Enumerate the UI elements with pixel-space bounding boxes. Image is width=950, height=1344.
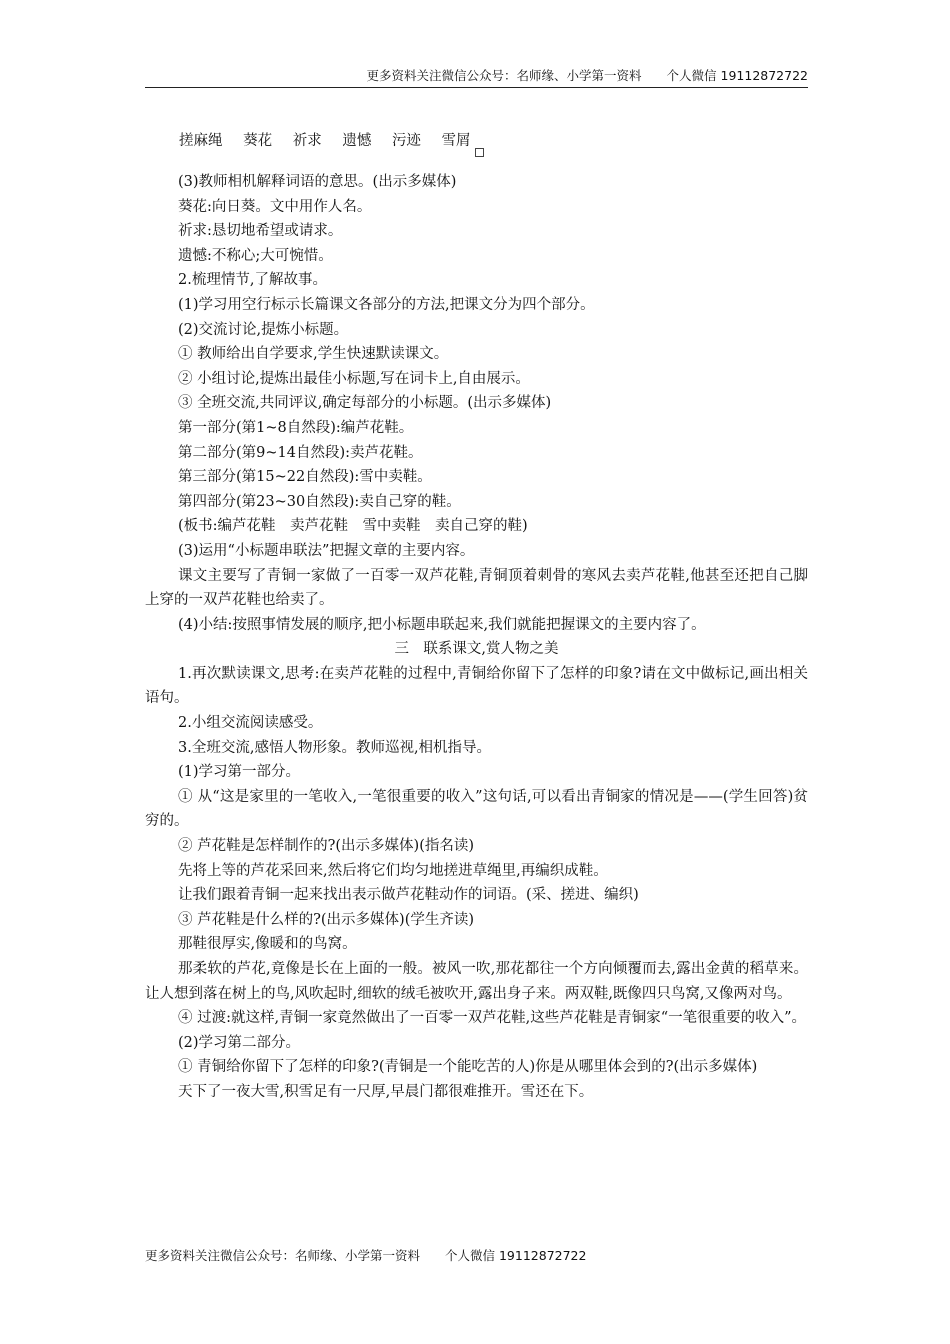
text-line: 那鞋很厚实,像暖和的鸟窝。 bbox=[178, 936, 357, 953]
vocab-word: 污迹 bbox=[391, 133, 421, 149]
placeholder-box-icon bbox=[475, 148, 484, 157]
text-line: 让我们跟着青铜一起来找出表示做芦花鞋动作的词语。(采、搓进、编织) bbox=[178, 887, 639, 904]
vocab-word: 葵花 bbox=[243, 133, 273, 149]
text-line: (板书:编芦花鞋 卖芦花鞋 雪中卖鞋 卖自己穿的鞋) bbox=[178, 518, 528, 535]
header-divider bbox=[145, 87, 808, 88]
text-line: 天下了一夜大雪,积雪足有一尺厚,早晨门都很难推开。雪还在下。 bbox=[178, 1083, 594, 1100]
text-line: (3)教师相机解释词语的意思。(出示多媒体) bbox=[178, 174, 457, 190]
text-line: 第三部分(第15~22自然段):雪中卖鞋。 bbox=[178, 469, 432, 486]
text-line: ① 从“这是家里的一笔收入,一笔很重要的收入”这句话,可以看出青铜家的情况是——(学生回答)贫穷的。 bbox=[145, 788, 808, 830]
text-line: ② 小组讨论,提炼出最佳小标题,写在词卡上,自由展示。 bbox=[178, 370, 530, 387]
text-line: 第一部分(第1~8自然段):编芦花鞋。 bbox=[178, 419, 414, 436]
text-line: 2.小组交流阅读感受。 bbox=[178, 715, 323, 732]
text-line: 先将上等的芦花采回来,然后将它们均匀地搓进草绳里,再编织成鞋。 bbox=[178, 862, 608, 879]
text-line: ③ 全班交流,共同评议,确定每部分的小标题。(出示多媒体) bbox=[178, 395, 552, 412]
text-line: 葵花:向日葵。文中用作人名。 bbox=[178, 198, 372, 215]
document-body bbox=[145, 126, 808, 1105]
text-line: (2)学习第二部分。 bbox=[178, 1034, 301, 1051]
vocab-word: 遗憾 bbox=[342, 133, 372, 149]
vocab-word: 雪屑 bbox=[441, 133, 471, 149]
text-line: 第二部分(第9~14自然段):卖芦花鞋。 bbox=[178, 444, 423, 461]
vocab-word: 搓麻绳 bbox=[179, 133, 223, 149]
text-line: ③ 芦花鞋是什么样的?(出示多媒体)(学生齐读) bbox=[178, 911, 475, 928]
text-line: (1)学习第一部分。 bbox=[178, 764, 301, 781]
vocab-word: 祈求 bbox=[292, 133, 322, 149]
page-header: 更多资料关注微信公众号：名师缘、小学第一资料 个人微信 19112872722 bbox=[366, 68, 808, 83]
text-line: 3.全班交流,感悟人物形象。教师巡视,相机指导。 bbox=[178, 739, 492, 756]
text-line: (3)运用“小标题串联法”把握文章的主要内容。 bbox=[178, 542, 475, 559]
text-line: 祈求:恳切地希望或请求。 bbox=[178, 223, 343, 240]
text-line: 课文主要写了青铜一家做了一百零一双芦花鞋,青铜顶着刺骨的寒风去卖芦花鞋,他甚至还把自己脚上穿的一双芦花鞋也给卖了。 bbox=[145, 567, 808, 609]
text-line: ④ 过渡:就这样,青铜一家竟然做出了一百零一双芦花鞋,这些芦花鞋是青铜家“一笔很重要的收入”。 bbox=[178, 1010, 807, 1027]
lesson-text bbox=[145, 170, 808, 1105]
text-line: 那柔软的芦花,竟像是长在上面的一般。被风一吹,那花都往一个方向倾覆而去,露出金黄的稻草来。让人想到落在树上的鸟,风吹起时,细软的绒毛被吹开,露出身子来。两双鞋,既像四只鸟窝,又像两对鸟。 bbox=[145, 961, 808, 1002]
text-line: ① 教师给出自学要求,学生快速默读课文。 bbox=[178, 346, 449, 363]
vocab-row bbox=[145, 126, 808, 170]
text-line: 1.再次默读课文,思考:在卖芦花鞋的过程中,青铜给你留下了怎样的印象?请在文中做标记,画出相关语句。 bbox=[145, 665, 808, 707]
page-footer: 更多资料关注微信公众号：名师缘、小学第一资料 个人微信 19112872722 bbox=[145, 1248, 587, 1263]
text-line: ① 青铜给你留下了怎样的印象?(青铜是一个能吃苦的人)你是从哪里体会到的?(出示多媒体) bbox=[178, 1059, 758, 1076]
text-line: 遗憾:不称心;大可惋惜。 bbox=[178, 247, 333, 264]
text-line: (2)交流讨论,提炼小标题。 bbox=[178, 321, 349, 338]
section-heading: 三 联系课文,赏人物之美 bbox=[394, 641, 559, 658]
text-line: (4)小结:按照事情发展的顺序,把小标题串联起来,我们就能把握课文的主要内容了。 bbox=[178, 616, 706, 633]
text-line: 2.梳理情节,了解故事。 bbox=[178, 272, 327, 289]
text-line: (1)学习用空行标示长篇课文各部分的方法,把课文分为四个部分。 bbox=[178, 296, 595, 313]
text-line: ② 芦花鞋是怎样制作的?(出示多媒体)(指名读) bbox=[178, 838, 475, 855]
text-line: 第四部分(第23~30自然段):卖自己穿的鞋。 bbox=[178, 493, 461, 510]
